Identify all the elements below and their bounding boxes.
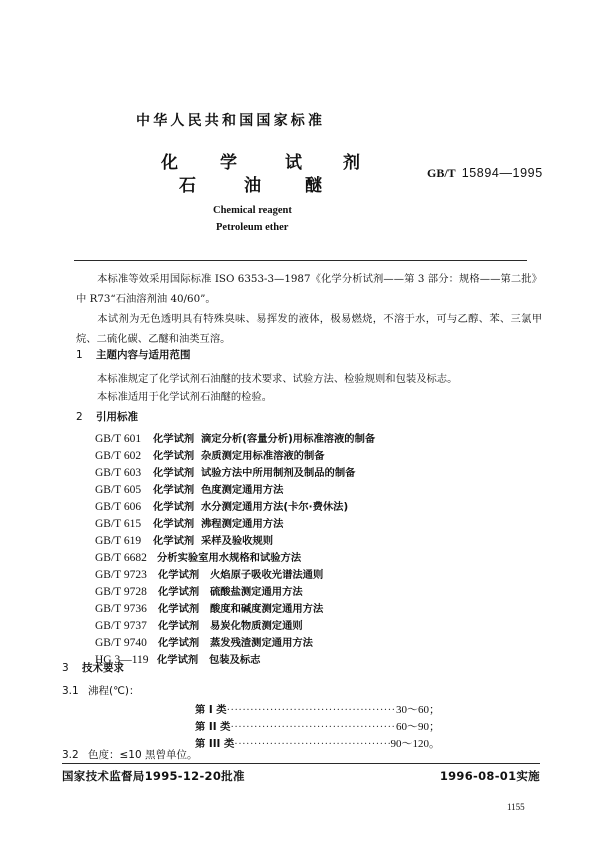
class-value: 30～60； xyxy=(396,704,440,716)
title-char: 化 xyxy=(161,153,178,173)
reference-code: GB/T 619 xyxy=(95,535,142,547)
section-title: 主题内容与适用范围 xyxy=(96,349,191,361)
reference-code: GB/T 605 xyxy=(95,484,142,496)
scope-line-1: 本标准规定了化学试剂石油醚的技术要求、试验方法、检验规则和包装及标志。 xyxy=(97,373,458,385)
leader-dots xyxy=(227,705,396,716)
reference-code: GB/T 9737 xyxy=(95,620,147,632)
requirement-number: 3.2 xyxy=(62,749,79,761)
reference-item xyxy=(95,498,348,514)
title-char: 油 xyxy=(244,176,261,196)
intro-paragraph-2 xyxy=(76,309,542,349)
footer-divider xyxy=(62,763,540,764)
reference-category: 化学试剂 xyxy=(153,518,195,530)
reference-title: 酸度和碱度测定通用方法 xyxy=(210,603,324,615)
reference-item xyxy=(95,532,273,548)
reference-category: 化学试剂 xyxy=(158,586,200,598)
reference-item xyxy=(95,617,303,633)
reference-category: 化学试剂 xyxy=(158,637,200,649)
boiling-range-row xyxy=(195,718,440,734)
header-divider xyxy=(74,260,527,261)
reference-title: 试验方法中所用制剂及制品的制备 xyxy=(201,467,356,479)
reference-item xyxy=(95,566,323,582)
reference-item xyxy=(95,634,313,650)
reference-item xyxy=(95,464,355,480)
reference-category: 化学试剂 xyxy=(158,620,200,632)
reference-item xyxy=(95,515,283,531)
reference-title: 火焰原子吸收光谱法通则 xyxy=(210,569,324,581)
reference-item xyxy=(95,549,301,565)
section-number: 2 xyxy=(76,411,83,423)
reference-code: GB/T 9736 xyxy=(95,603,147,615)
reference-item xyxy=(95,430,375,446)
requirement-label: 沸程(℃)： xyxy=(88,685,140,697)
requirement-3-1 xyxy=(62,683,140,698)
approval-date: 国家技术监督局1995-12-20批准 xyxy=(62,769,245,783)
scope-line-2: 本标准适用于化学试剂石油醚的检验。 xyxy=(97,391,273,403)
reference-category: 化学试剂 xyxy=(157,654,199,666)
boiling-range-row xyxy=(195,735,440,751)
standard-code-number: 15894—1995 xyxy=(461,166,543,180)
section-3-heading xyxy=(62,660,124,675)
english-title-line-1: Chemical reagent xyxy=(213,205,292,216)
leader-dots xyxy=(234,739,390,750)
reference-code: GB/T 9728 xyxy=(95,586,147,598)
reference-item xyxy=(95,481,283,497)
class-label: 第 II 类 xyxy=(195,721,231,733)
reference-code: GB/T 606 xyxy=(95,501,142,513)
class-label: 第 I 类 xyxy=(195,704,227,716)
leader-dots xyxy=(230,722,396,733)
english-title-line-2: Petroleum ether xyxy=(216,222,289,233)
reference-title: 包装及标志 xyxy=(209,654,261,666)
standard-code-prefix: GB/T xyxy=(427,166,456,180)
section-2-heading xyxy=(76,409,138,424)
reference-code: GB/T 603 xyxy=(95,467,142,479)
section-title: 技术要求 xyxy=(82,662,124,674)
reference-category: 化学试剂 xyxy=(158,603,200,615)
reference-title: 色度测定通用方法 xyxy=(201,484,284,496)
reference-category: 化学试剂 xyxy=(153,484,195,496)
reference-title: 滴定分析(容量分析)用标准溶液的制备 xyxy=(201,433,376,445)
title-char: 醚 xyxy=(305,176,322,196)
page-number: 1155 xyxy=(507,802,525,812)
class-label: 第 III 类 xyxy=(195,738,235,750)
reference-category: 化学试剂 xyxy=(153,433,195,445)
title-char: 石 xyxy=(179,176,196,196)
reference-title: 水分测定通用方法(卡尔·费休法) xyxy=(201,501,349,513)
reference-item xyxy=(95,447,325,463)
section-title: 引用标准 xyxy=(96,411,138,423)
reference-title: 杂质测定用标准溶液的制备 xyxy=(201,450,325,462)
reference-code: GB/T 6682 xyxy=(95,552,147,564)
reference-title: 蒸发残渣测定通用方法 xyxy=(210,637,313,649)
reference-category: 化学试剂 xyxy=(153,501,195,513)
intro-paragraph-1-text: 本标准等效采用国际标准 ISO 6353-3—1987《化学分析试剂——第 3 部分：规格——第二批》中 R73“石油溶剂油 40/60”。 xyxy=(76,273,542,305)
boiling-range-row xyxy=(195,701,440,717)
reference-title: 硫酸盐测定通用方法 xyxy=(210,586,303,598)
section-number: 1 xyxy=(76,349,83,361)
implementation-date: 1996-08-01实施 xyxy=(439,769,540,783)
class-value: 90～120。 xyxy=(390,738,440,750)
reference-code: GB/T 9723 xyxy=(95,569,147,581)
section-1-heading xyxy=(76,347,191,362)
requirement-3-2 xyxy=(62,747,198,762)
reference-title: 易炭化物质测定通则 xyxy=(210,620,303,632)
requirement-number: 3.1 xyxy=(62,685,79,697)
reference-category: 化学试剂 xyxy=(158,569,200,581)
intro-paragraph-1 xyxy=(76,269,542,309)
reference-title: 沸程测定通用方法 xyxy=(201,518,284,530)
title-char: 试 xyxy=(285,153,302,173)
reference-category: 化学试剂 xyxy=(153,450,195,462)
reference-code: GB/T 9740 xyxy=(95,637,147,649)
intro-paragraph-2-text: 本试剂为无色透明具有特殊臭味、易挥发的液体，极易燃烧，不溶于水，可与乙醇、苯、三氯甲烷、二硫化碳、乙醚和油类互溶。 xyxy=(76,313,542,345)
reference-category: 化学试剂 xyxy=(153,467,195,479)
reference-code: HG 3—119 xyxy=(95,654,149,666)
reference-category: 化学试剂 xyxy=(153,535,195,547)
section-number: 3 xyxy=(62,662,69,674)
standard-code xyxy=(427,166,543,181)
class-value: 60～90； xyxy=(396,721,440,733)
reference-item xyxy=(95,583,303,599)
title-char: 剂 xyxy=(343,153,360,173)
title-char: 学 xyxy=(220,153,237,173)
reference-code: GB/T 615 xyxy=(95,518,142,530)
reference-title: 分析实验室用水规格和试验方法 xyxy=(157,552,302,564)
reference-code: GB/T 602 xyxy=(95,450,142,462)
requirement-label: 色度：≤10 黑曾单位。 xyxy=(88,749,198,761)
reference-title: 采样及验收规则 xyxy=(201,535,274,547)
reference-item xyxy=(95,600,323,616)
reference-code: GB/T 601 xyxy=(95,433,142,445)
national-standard-heading: 中华人民共和国国家标准 xyxy=(136,113,326,129)
